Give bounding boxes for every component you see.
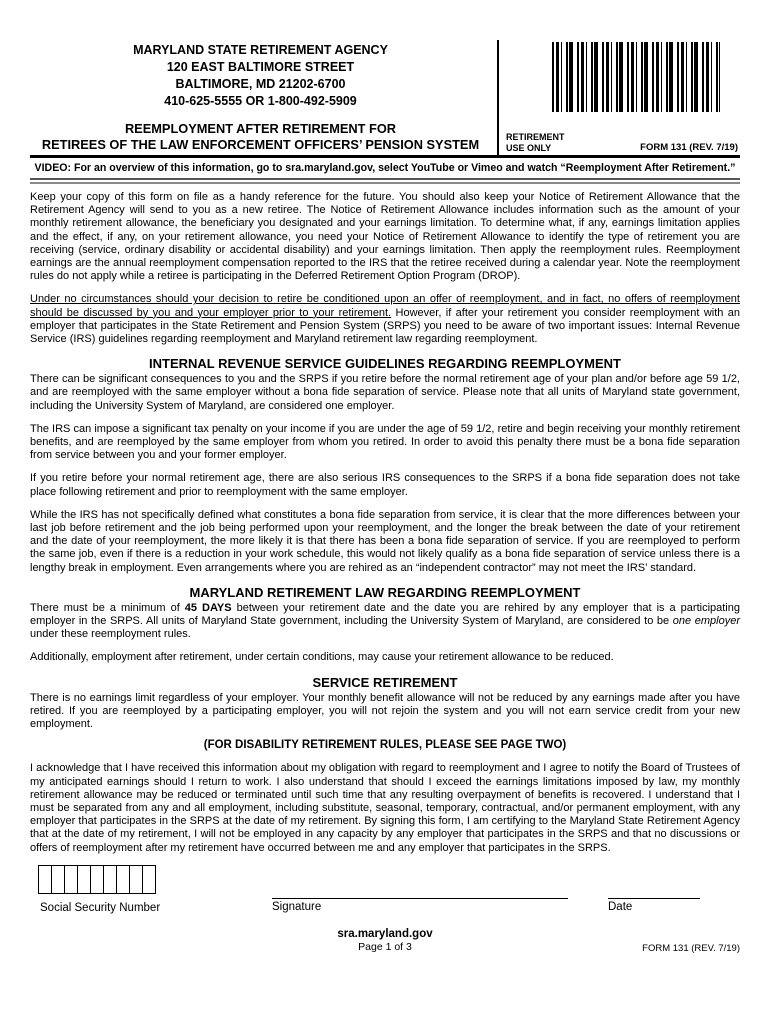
form-title-line2: RETIREES OF THE LAW ENFORCEMENT OFFICERS’ PENSION SYSTEM	[41, 137, 480, 152]
ssn-label: Social Security Number	[40, 901, 161, 914]
ssn-box[interactable]	[130, 865, 143, 894]
page-footer	[30, 927, 740, 954]
p7-one-employer: one employer	[672, 615, 740, 628]
paragraph-serious-consequences: If you retire before your normal retirement age, there are also serious IRS consequences to the SRPS if a bona fide separation does not take place following retirement and prior to reemployment with the same employer.	[30, 472, 740, 498]
form-number-header: FORM 131 (REV. 7/19)	[640, 142, 738, 153]
header-right-block	[497, 40, 740, 155]
disability-note: (FOR DISABILITY RETIREMENT RULES, PLEASE SEE PAGE TWO)	[203, 739, 567, 752]
video-notice: VIDEO: For an overview of this information, go to sra.maryland.gov, select YouTube or Vimeo and watch “Reemployment After Retirement.”	[34, 162, 736, 174]
use-only-line1: RETIREMENT	[506, 132, 565, 142]
date-label: Date	[608, 900, 633, 913]
paragraph-irs-consequences: There can be significant consequences to you and the SRPS if you retire before the normal retirement age of your plan and/or before age 59 1/2, and are reemployed with the same employer without a bona fide separation of service. Please note that all units of Maryland state government, including the University System of Maryland, are considered one employer.	[30, 373, 740, 412]
ssn-input[interactable]	[38, 865, 156, 894]
p7-seg3: under these reemployment rules.	[30, 628, 191, 641]
footer-form-number: FORM 131 (REV. 7/19)	[642, 942, 740, 954]
paragraph-tax-penalty: The IRS can impose a significant tax penalty on your income if you are under the age of 59 1/2, retire and begin receiving your monthly retirement benefits, and are reemployed by the same employer from whom you retired. In order to avoid this penalty there must be a bona fide separation from service between you and your former employer.	[30, 422, 740, 462]
p7-45-days: 45 DAYS	[184, 601, 232, 614]
paragraph-45-days	[30, 602, 740, 642]
ssn-box[interactable]	[38, 865, 52, 894]
heading-maryland-law: MARYLAND RETIREMENT LAW REGARDING REEMPLOYMENT	[189, 584, 581, 600]
retirement-use-only-label	[506, 132, 565, 153]
p7-seg2: between your retirement date and the date you are rehired by any employer that is a participating employer in the SRPS. All units of Maryland State government, including the University System of Maryland, are considered to be	[30, 601, 740, 628]
underlined-warning: Under no circumstances should your decision to retire be conditioned upon an offer of reemployment, and in fact, no offers of reemployment should be discussed by you and your employer prior to your retirement.	[30, 293, 740, 319]
double-rule-divider	[30, 178, 740, 184]
ssn-box[interactable]	[117, 865, 130, 894]
document-body	[30, 191, 740, 855]
footer-page-number: Page 1 of 3	[358, 940, 412, 953]
paragraph-no-prearrangement-rest: However, if after your retirement you consider reemployment with an employer that participates in the State Retirement and Pension System (SRPS) you need to be aware of two important issues: Internal Revenue Service (IRS) guidelines regarding reemployment and Maryland retirement law regarding reemployment.	[30, 306, 740, 346]
signature-area	[30, 865, 740, 925]
p7-seg1: There must be a minimum of	[30, 601, 185, 614]
paragraph-intro: Keep your copy of this form on file as a handy reference for the future. You should also keep your Notice of Retirement Allowance that the Retirement Agency will send to you as a new retiree. The Notice of Retirement Allowance includes information such as the amount of your monthly retirement allowance, the beneficiary you designated and your earnings limitation. To determine what, if any, earnings limitation applies and the effect, if any, on your retirement allowance, you need your Notice of Retirement Allowance to identify the type of retirement you are receiving (service, ordinary disability or accidental disability) and your earnings limitation. Then apply the reemployment rules. Reemployment earnings are the annual reemployment compensation reported to the IRS that the retiree received during a calendar year. Note the reemployment rules do not apply while a retiree is participating in the Deferred Retirement Option Program (DROP).	[30, 191, 740, 283]
ssn-box[interactable]	[143, 865, 156, 894]
agency-phone: 410-625-5555 OR 1-800-492-5909	[164, 94, 357, 108]
heading-irs-guidelines: INTERNAL REVENUE SERVICE GUIDELINES REGARDING REEMPLOYMENT	[149, 356, 621, 372]
paragraph-acknowledgement: I acknowledge that I have received this information about my obligation with regard to reemployment and I agree to notify the Board of Trustees of my anticipated earnings should I return to work. I also understand that should I exceed the earnings limitations imposed by law, my monthly retirement allowance may be reduced or terminated until such time that any resulting overpayment of benefits is recovered. I understand that I must be separated from any and all employment, including substitute, seasonal, temporary, contractual, and/or permanent employment, with any employer that participates in the SRPS at the date of my retirement. By signing this form, I am certifying to the Maryland State Retirement Agency that at the date of my retirement, I will not be employed in any capacity by any employer that participates in the SRPS and that no discussions or offers of reemployment after my retirement have occurred between me and any employer that participates in the SRPS.	[30, 762, 740, 854]
signature-label: Signature	[272, 900, 322, 913]
paragraph-allowance-reduced: Additionally, employment after retirement, under certain conditions, may cause your retirement allowance to be reduced.	[30, 651, 614, 664]
heading-service-retirement: SERVICE RETIREMENT	[312, 674, 458, 690]
agency-street: 120 EAST BALTIMORE STREET	[166, 60, 355, 74]
date-line[interactable]	[608, 898, 700, 899]
ssn-box[interactable]	[65, 865, 78, 894]
signature-line[interactable]	[272, 898, 568, 899]
form-title	[30, 121, 491, 153]
agency-name: MARYLAND STATE RETIREMENT AGENCY	[133, 43, 388, 57]
ssn-box[interactable]	[78, 865, 91, 894]
use-only-line2: USE ONLY	[506, 142, 552, 153]
paragraph-bona-fide-separation: While the IRS has not specifically defined what constitutes a bona fide separation from service, it is clear that the more differences between your last job before retirement and the job being performed upon your reemployment, and the longer the break between the date of your retirement and the date of your reemployment, the more likely it is that there has been a bona fide separation of service. If you are reemployed to perform the same job, even if there is a reduction in your work schedule, this would not likely qualify as a bona fide separation of service unless there is a lengthy break in employment. Even arrangements where you are rehired as an “independent contractor” may not meet the IRS’ standard.	[30, 508, 740, 574]
barcode-icon	[552, 42, 720, 112]
footer-website: sra.maryland.gov	[337, 927, 433, 940]
use-only-row	[506, 128, 740, 155]
ssn-box[interactable]	[104, 865, 117, 894]
form-header	[30, 40, 740, 158]
header-left-block	[30, 40, 497, 155]
ssn-box[interactable]	[91, 865, 104, 894]
paragraph-no-prearrangement	[30, 293, 740, 346]
ssn-box[interactable]	[52, 865, 65, 894]
form-title-line1: REEMPLOYMENT AFTER RETIREMENT FOR	[124, 121, 397, 136]
agency-city: BALTIMORE, MD 21202-6700	[175, 77, 346, 91]
paragraph-service-retirement: There is no earnings limit regardless of your employer. Your monthly benefit allowance will not be reduced by any earnings made after you have retired. If you are reemployed by a participating employer, you will not rejoin the system and you will not earn service credit from your new employment.	[30, 691, 740, 731]
